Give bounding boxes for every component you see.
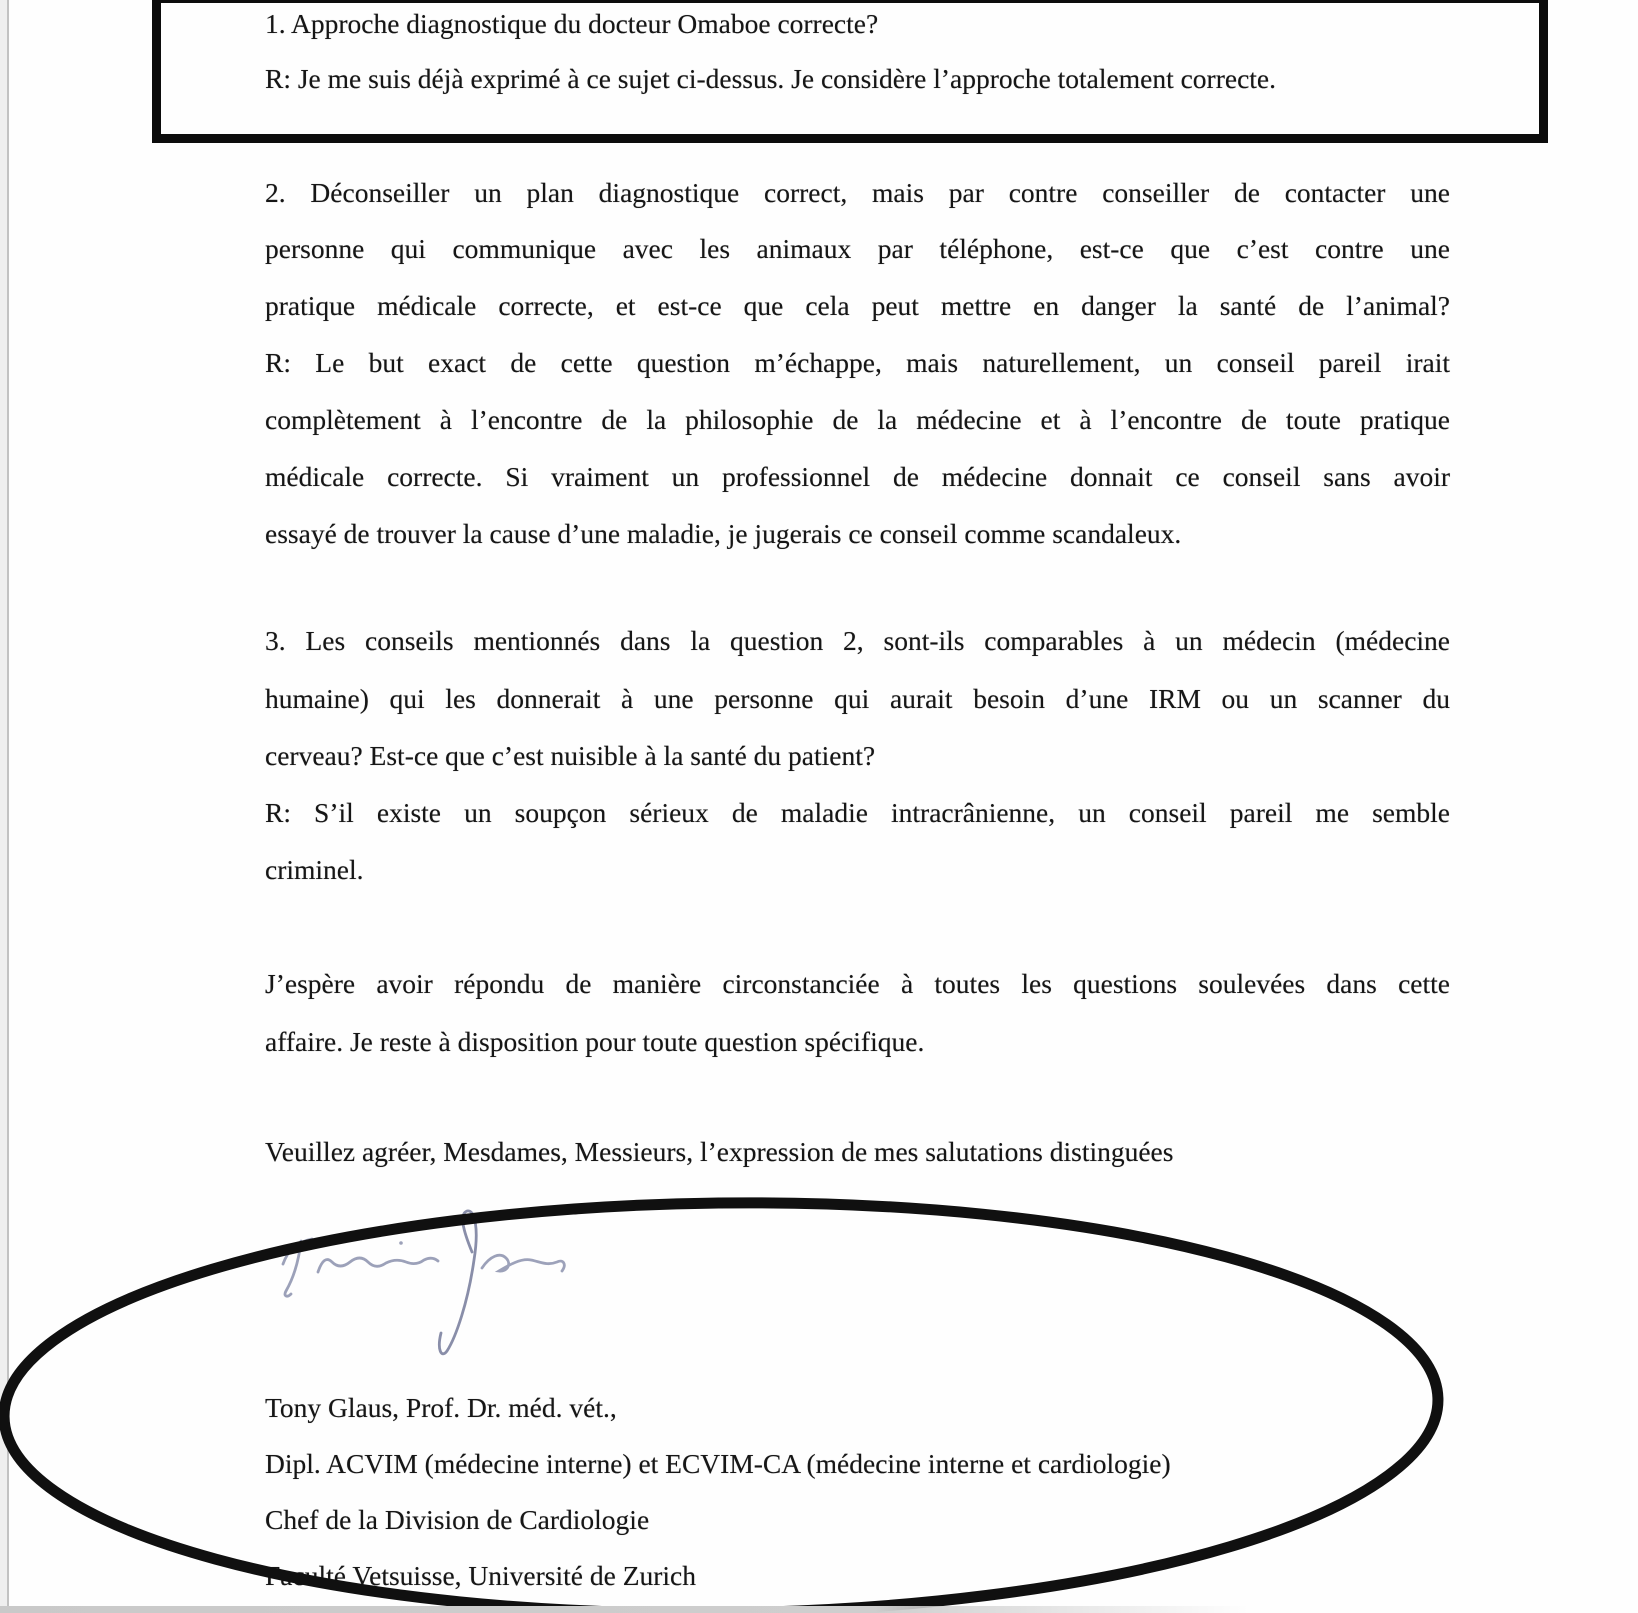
signature-title-line: Dipl. ACVIM (médecine interne) et ECVIM-CA (médecine interne et cardiologie) [265,1448,1171,1479]
text-line: personne qui communique avec les animaux par téléphone, est-ce que c’est contre une [265,233,1450,264]
text-line: 2. Déconseiller un plan diagnostique correct, mais par contre conseiller de contacter une [265,177,1450,208]
text-line: complètement à l’encontre de la philosophie de la médecine et à l’encontre de toute pratique [265,404,1450,435]
signature-title-line: Chef de la Division de Cardiologie [265,1504,650,1535]
text-line: J’espère avoir répondu de manière circonstanciée à toutes les questions soulevées dans cette [265,968,1450,999]
scan-edge-artifact-left [0,0,9,1613]
salutation-line: Veuillez agréer, Mesdames, Messieurs, l’expression de mes salutations distinguées [265,1136,1174,1167]
text-line: humaine) qui les donnerait à une personne qui aurait besoin d’une IRM ou un scanner du [265,683,1450,714]
text-line: R: S’il existe un soupçon sérieux de maladie intracrânienne, un conseil pareil me semble [265,797,1450,828]
scan-smudge [572,1210,579,1215]
text-line: criminel. [265,854,364,885]
text-line: R: Le but exact de cette question m’échappe, mais naturellement, un conseil pareil irait [265,347,1450,378]
text-line: affaire. Je reste à disposition pour toute question spécifique. [265,1026,925,1057]
text-line: essayé de trouver la cause d’une maladie, je jugerais ce conseil comme scandaleux. [265,518,1182,549]
signature-name-line: Tony Glaus, Prof. Dr. méd. vét., [265,1392,617,1423]
text-line: pratique médicale correcte, et est-ce que cela peut mettre en danger la santé de l’animal? [265,290,1450,321]
text-line: cerveau? Est-ce que c’est nuisible à la santé du patient? [265,740,876,771]
scan-edge-artifact-bottom [0,1606,1250,1613]
text-line: médicale correcte. Si vraiment un professionnel de médecine donnait ce conseil sans avoir [265,461,1450,492]
signature-title-line: Faculté Vetsuisse, Université de Zurich [265,1560,696,1591]
text-line: R: Je me suis déjà exprimé à ce sujet ci-dessus. Je considère l’approche totalement correcte. [265,63,1277,94]
text-line: 3. Les conseils mentionnés dans la question 2, sont-ils comparables à un médecin (médecine [265,625,1450,656]
text-line: 1. Approche diagnostique du docteur Omaboe correcte? [265,8,879,39]
